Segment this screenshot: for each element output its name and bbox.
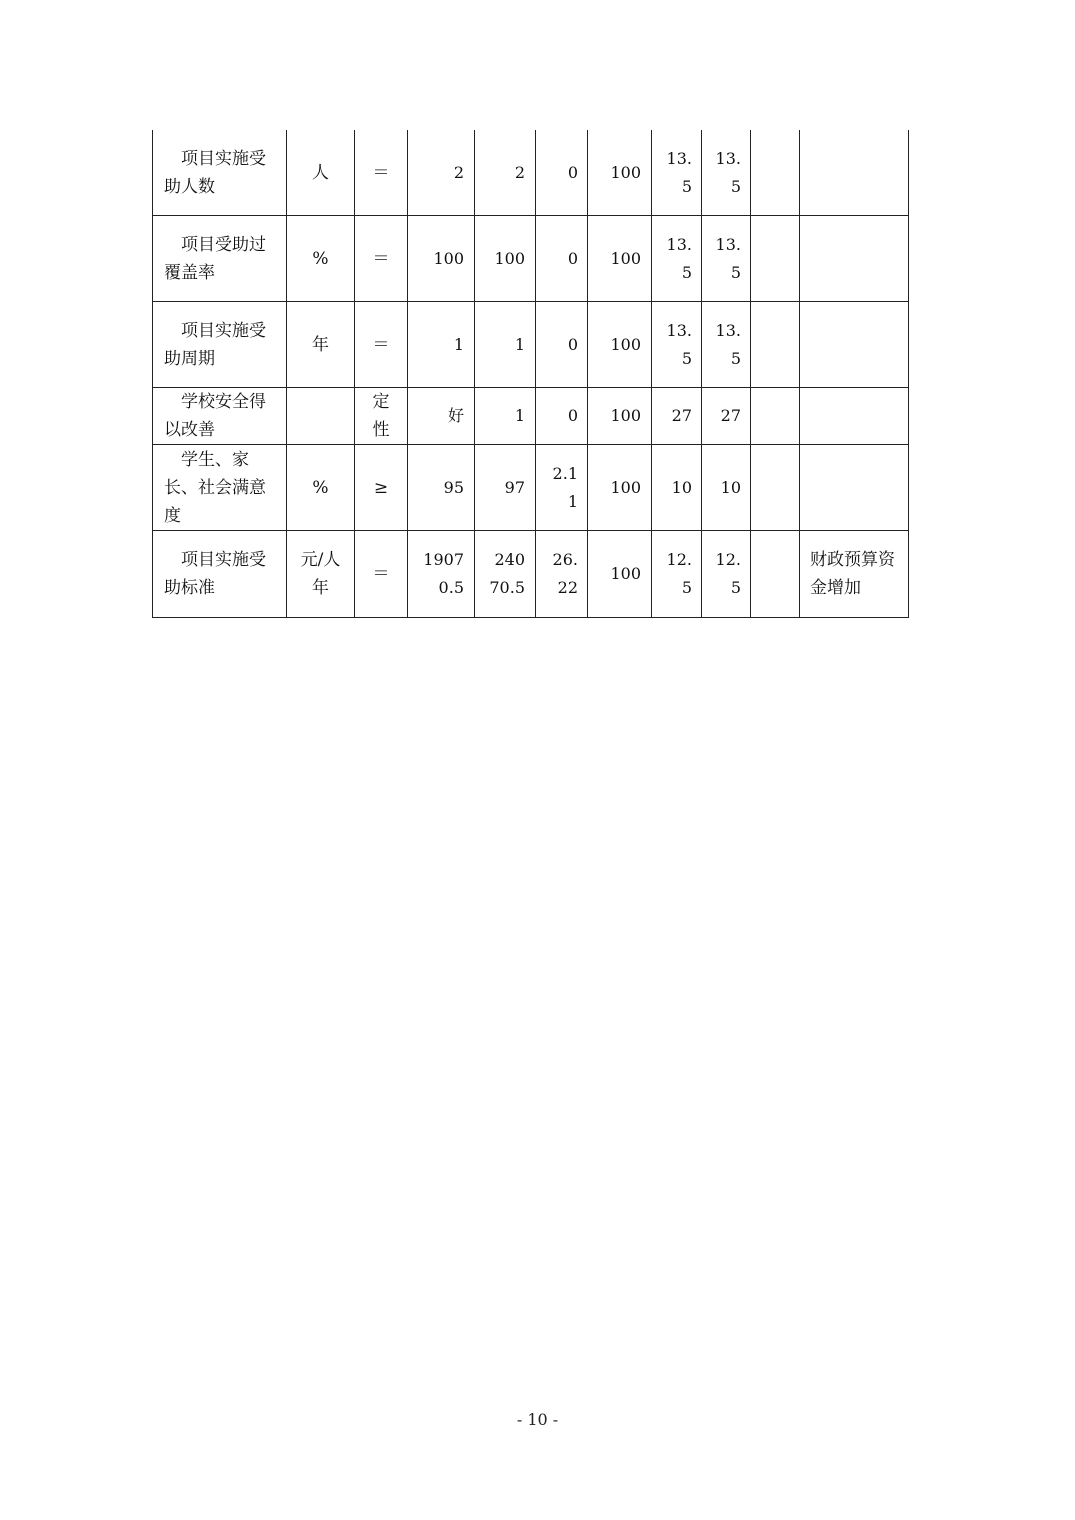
weight-text: 10 xyxy=(671,477,692,497)
indicator-name-text: 学校安全得以改善 xyxy=(164,392,266,440)
indicator-name-cell xyxy=(153,531,287,618)
completion-text: 100 xyxy=(610,477,641,497)
performance-indicator-table xyxy=(152,130,909,618)
actual-value-cell xyxy=(475,531,536,618)
table-row xyxy=(153,302,909,388)
score-cell xyxy=(702,445,751,531)
note-cell xyxy=(800,445,909,531)
weight-cell xyxy=(652,302,702,388)
target-value-cell xyxy=(408,531,475,618)
unit-cell xyxy=(287,445,355,531)
operator-cell xyxy=(355,445,408,531)
weight-text: 12.5 xyxy=(666,550,692,597)
actual-value-cell xyxy=(475,216,536,302)
blank-cell xyxy=(751,216,800,302)
table-row xyxy=(153,216,909,302)
unit-text: 人 xyxy=(312,162,329,183)
completion-text: 100 xyxy=(610,162,641,182)
weight-cell xyxy=(652,388,702,445)
indicator-name-text: 项目实施受助人数 xyxy=(164,148,266,197)
table-row xyxy=(153,130,909,216)
operator-cell xyxy=(355,302,408,388)
actual-value-cell xyxy=(475,302,536,388)
unit-text: % xyxy=(312,248,329,269)
actual-value-cell xyxy=(475,130,536,216)
target-value-text: 好 xyxy=(447,406,464,425)
deviation-cell xyxy=(536,531,588,618)
unit-cell xyxy=(287,216,355,302)
completion-cell xyxy=(588,216,652,302)
score-cell xyxy=(702,302,751,388)
weight-cell xyxy=(652,445,702,531)
actual-value-text: 2 xyxy=(514,162,525,182)
operator-text: ＝ xyxy=(372,564,390,584)
table-body xyxy=(153,130,909,618)
actual-value-cell xyxy=(475,388,536,445)
unit-cell xyxy=(287,388,355,445)
target-value-cell xyxy=(408,388,475,445)
operator-cell xyxy=(355,216,408,302)
actual-value-cell xyxy=(475,445,536,531)
unit-text: 年 xyxy=(312,334,329,355)
completion-cell xyxy=(588,531,652,618)
operator-cell xyxy=(355,130,408,216)
indicator-name-cell xyxy=(153,130,287,216)
completion-cell xyxy=(588,388,652,445)
actual-value-text: 24070.5 xyxy=(489,550,525,597)
actual-value-text: 97 xyxy=(504,477,525,497)
unit-cell xyxy=(287,302,355,388)
unit-text: % xyxy=(312,477,329,498)
deviation-cell xyxy=(536,216,588,302)
completion-text: 100 xyxy=(610,248,641,268)
actual-value-text: 1 xyxy=(514,334,525,354)
unit-cell xyxy=(287,130,355,216)
blank-cell xyxy=(751,388,800,445)
weight-cell xyxy=(652,216,702,302)
indicator-name-cell xyxy=(153,302,287,388)
blank-cell xyxy=(751,531,800,618)
score-cell xyxy=(702,388,751,445)
page-number: - 10 - xyxy=(516,1410,559,1429)
completion-cell xyxy=(588,445,652,531)
deviation-text: 26.22 xyxy=(552,550,578,597)
target-value-cell xyxy=(408,216,475,302)
note-cell xyxy=(800,130,909,216)
note-cell xyxy=(800,531,909,618)
deviation-text: 2.11 xyxy=(552,463,578,511)
indicator-name-cell xyxy=(153,388,287,445)
operator-text: 定性 xyxy=(372,392,390,440)
note-cell xyxy=(800,388,909,445)
deviation-text: 0 xyxy=(567,248,578,268)
indicator-name-text: 项目实施受助标准 xyxy=(164,550,266,598)
indicator-name-text: 学生、家长、社会满意度 xyxy=(164,449,266,526)
operator-cell xyxy=(355,388,408,445)
target-value-cell xyxy=(408,445,475,531)
target-value-cell xyxy=(408,130,475,216)
completion-text: 100 xyxy=(610,406,641,425)
score-text: 27 xyxy=(720,406,741,425)
deviation-text: 0 xyxy=(567,334,578,354)
weight-text: 27 xyxy=(671,406,692,425)
blank-cell xyxy=(751,445,800,531)
weight-text: 13.5 xyxy=(666,234,692,282)
deviation-text: 0 xyxy=(567,406,578,425)
weight-cell xyxy=(652,130,702,216)
indicator-name-cell xyxy=(153,216,287,302)
actual-value-text: 1 xyxy=(514,406,525,425)
note-cell xyxy=(800,302,909,388)
unit-cell xyxy=(287,531,355,618)
weight-text: 13.5 xyxy=(666,148,692,196)
table-row xyxy=(153,445,909,531)
deviation-text: 0 xyxy=(567,162,578,182)
note-text: 财政预算资金增加 xyxy=(810,550,895,598)
table-row xyxy=(153,388,909,445)
weight-text: 13.5 xyxy=(666,320,692,368)
actual-value-text: 100 xyxy=(494,248,525,268)
score-text: 13.5 xyxy=(715,320,741,368)
deviation-cell xyxy=(536,302,588,388)
operator-cell xyxy=(355,531,408,618)
score-text: 10 xyxy=(720,477,741,497)
blank-cell xyxy=(751,130,800,216)
completion-text: 100 xyxy=(610,334,641,354)
indicator-name-text: 项目受助过覆盖率 xyxy=(164,234,266,283)
target-value-text: 19070.5 xyxy=(423,550,464,597)
deviation-cell xyxy=(536,388,588,445)
blank-cell xyxy=(751,302,800,388)
target-value-text: 1 xyxy=(453,334,464,354)
operator-text: ＝ xyxy=(372,248,390,269)
target-value-text: 100 xyxy=(433,248,464,268)
operator-text: ＝ xyxy=(372,334,390,355)
completion-text: 100 xyxy=(610,564,641,583)
score-text: 13.5 xyxy=(715,148,741,196)
target-value-text: 2 xyxy=(453,162,464,182)
score-cell xyxy=(702,531,751,618)
score-cell xyxy=(702,216,751,302)
deviation-cell xyxy=(536,130,588,216)
unit-text: 元/人年 xyxy=(300,550,341,598)
score-cell xyxy=(702,130,751,216)
operator-text: ≥ xyxy=(373,477,389,498)
target-value-text: 95 xyxy=(443,477,464,497)
table-row xyxy=(153,531,909,618)
weight-cell xyxy=(652,531,702,618)
score-text: 13.5 xyxy=(715,234,741,282)
indicator-name-text: 项目实施受助周期 xyxy=(164,320,266,369)
score-text: 12.5 xyxy=(715,550,741,597)
completion-cell xyxy=(588,130,652,216)
operator-text: ＝ xyxy=(372,162,390,183)
note-cell xyxy=(800,216,909,302)
deviation-cell xyxy=(536,445,588,531)
indicator-name-cell xyxy=(153,445,287,531)
completion-cell xyxy=(588,302,652,388)
target-value-cell xyxy=(408,302,475,388)
